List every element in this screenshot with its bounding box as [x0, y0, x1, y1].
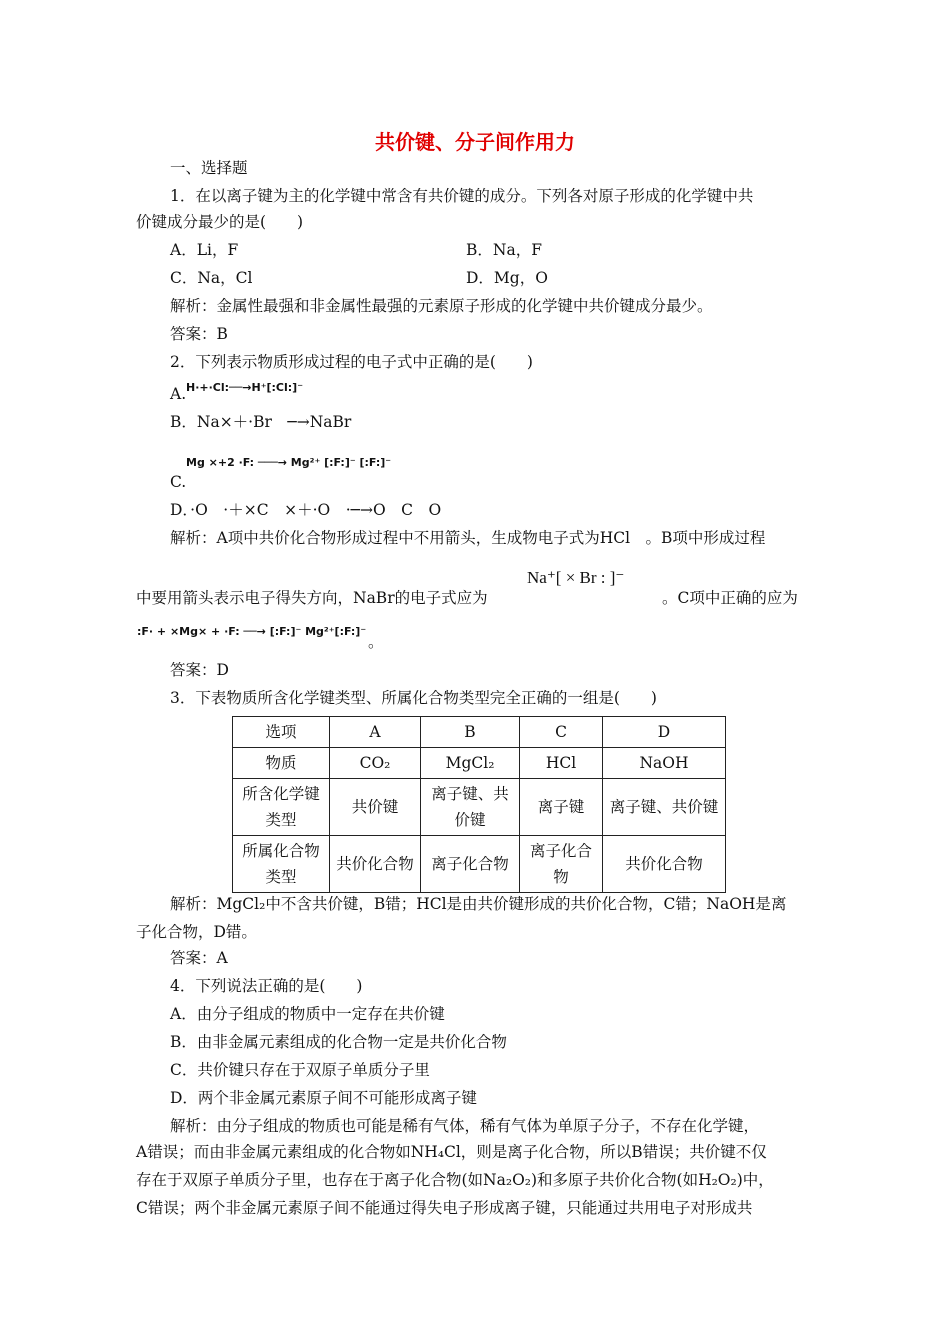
q1-answer: 答案：B: [170, 325, 228, 343]
q3-stem: 3．下表物质所含化学键类型、所属化合物类型完全正确的一组是( ): [170, 689, 657, 707]
table-cell: 物质: [233, 748, 330, 779]
section-heading: 一、选择题: [170, 159, 248, 177]
q1-stem-line2: 价键成分最少的是( ): [136, 213, 304, 231]
q2-analysis-line2b: 。C项中正确的应为: [662, 589, 798, 607]
table-header-cell: 选项: [233, 717, 330, 748]
q1-option-b: B．Na，F: [466, 241, 542, 259]
table-cell: 所属化合物类型: [233, 836, 330, 893]
q2-answer: 答案：D: [170, 661, 229, 679]
nabr-electron-formula: Na⁺[ × Br : ]⁻: [527, 568, 625, 587]
table-cell: 共价键: [330, 779, 421, 836]
q2-option-c-equation: Mg ×+2 ·F: ───→ Mg²⁺ [:F:]⁻ [:F:]⁻: [186, 456, 392, 469]
q3-analysis-line1: 解析：MgCl₂中不含共价键，B错；HCl是由共价键形成的共价化合物，C错；NaOH是离: [170, 895, 787, 913]
q1-option-c: C．Na，Cl: [170, 269, 253, 287]
table-cell: 离子化合物: [421, 836, 520, 893]
q3-analysis-line2: 子化合物，D错。: [136, 923, 257, 941]
q4-stem: 4．下列说法正确的是( ): [170, 977, 363, 995]
q4-option-a: A．由分子组成的物质中一定存在共价键: [170, 1005, 445, 1023]
q2-analysis-line1: 解析：A项中共价化合物形成过程中不用箭头，生成物电子式为HCl 。B项中形成过程: [170, 529, 766, 547]
q3-table: [232, 716, 726, 893]
table-cell: NaOH: [603, 748, 726, 779]
table-cell: 离子化合物: [520, 836, 603, 893]
table-cell: 离子键、共价键: [603, 779, 726, 836]
q4-analysis-line4: C错误；两个非金属元素原子间不能通过得失电子形成离子键，只能通过共用电子对形成共: [136, 1199, 753, 1217]
q2-option-a-label: A.: [170, 385, 187, 403]
q4-option-b: B．由非金属元素组成的化合物一定是共价化合物: [170, 1033, 507, 1051]
q2-period: 。: [368, 633, 384, 651]
q4-option-d: D．两个非金属元素原子间不可能形成离子键: [170, 1089, 477, 1107]
q2-option-d: D．·O ·＋×C ×＋·O ·─→O C O: [170, 501, 442, 519]
table-header-cell: C: [520, 717, 603, 748]
page-title: 共价键、分子间作用力: [375, 130, 575, 154]
q1-option-a: A．Li，F: [170, 241, 239, 259]
table-header-cell: B: [421, 717, 520, 748]
table-cell: MgCl₂: [421, 748, 520, 779]
q2-option-c-label: C.: [170, 473, 187, 491]
q1-analysis: 解析：金属性最强和非金属性最强的元素原子形成的化学键中共价键成分最少。: [170, 297, 713, 315]
q2-option-a-equation: H·+·Cl:──→H⁺[:Cl:]⁻: [186, 381, 303, 394]
table-cell: 共价化合物: [330, 836, 421, 893]
q2-c-correct-equation: :F· + ×Mg× + ·F: ──→ [:F:]⁻ Mg²⁺[:F:]⁻: [137, 625, 367, 638]
q4-analysis-line3: 存在于双原子单质分子里，也存在于离子化合物(如Na₂O₂)和多原子共价化合物(如H₂O₂)中，: [136, 1171, 774, 1189]
table-cell: 共价化合物: [603, 836, 726, 893]
q4-option-c: C．共价键只存在于双原子单质分子里: [170, 1061, 430, 1079]
table-cell: 离子键: [520, 779, 603, 836]
table-header-cell: D: [603, 717, 726, 748]
table-cell: HCl: [520, 748, 603, 779]
q4-analysis-line2: A错误；而由非金属元素组成的化合物如NH₄Cl，则是离子化合物，所以B错误；共价键不仅: [136, 1143, 767, 1161]
q3-answer: 答案：A: [170, 949, 228, 967]
q4-analysis-line1: 解析：由分子组成的物质也可能是稀有气体，稀有气体为单原子分子，不存在化学键，: [170, 1117, 760, 1135]
table-header-cell: A: [330, 717, 421, 748]
q2-option-b: B．Na×＋·Br ─→NaBr: [170, 413, 352, 431]
q2-analysis-line2a: 中要用箭头表示电子得失方向，NaBr的电子式应为: [136, 589, 488, 607]
table-cell: CO₂: [330, 748, 421, 779]
table-cell: 所含化学键类型: [233, 779, 330, 836]
q1-stem-line1: 1．在以离子键为主的化学键中常含有共价键的成分。下列各对原子形成的化学键中共: [170, 187, 754, 205]
table-cell: 离子键、共价键: [421, 779, 520, 836]
q1-option-d: D．Mg，O: [466, 269, 548, 287]
q2-stem: 2．下列表示物质形成过程的电子式中正确的是( ): [170, 353, 533, 371]
